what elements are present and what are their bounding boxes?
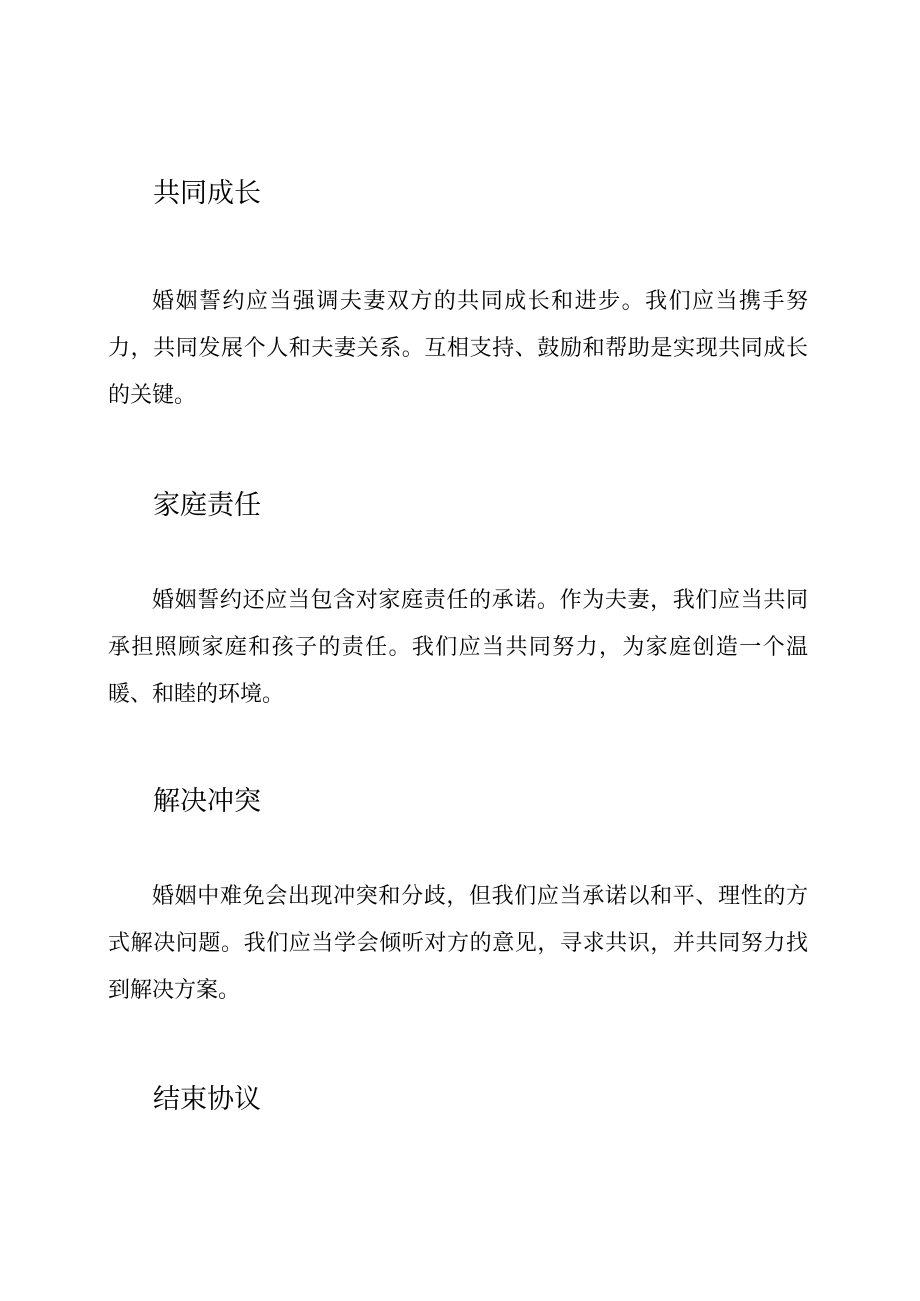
section-heading-family: 家庭责任 xyxy=(153,490,261,521)
section-heading-closing: 结束协议 xyxy=(153,1084,261,1115)
section-body-growth: 婚姻誓约应当强调夫妻双方的共同成长和进步。我们应当携手努力，共同发展个人和夫妻关系。互相支持、鼓励和帮助是实现共同成长的关键。 xyxy=(108,289,808,408)
section-heading-growth: 共同成长 xyxy=(153,178,261,209)
section-body-conflict: 婚姻中难免会出现冲突和分歧，但我们应当承诺以和平、理性的方式解决问题。我们应当学会倾听对方的意见，寻求共识，并共同努力找到解决方案。 xyxy=(108,884,808,1003)
section-heading-conflict: 解决冲突 xyxy=(153,786,261,817)
section-body-family: 婚姻誓约还应当包含对家庭责任的承诺。作为夫妻，我们应当共同承担照顾家庭和孩子的责任。我们应当共同努力，为家庭创造一个温暖、和睦的环境。 xyxy=(108,588,808,707)
